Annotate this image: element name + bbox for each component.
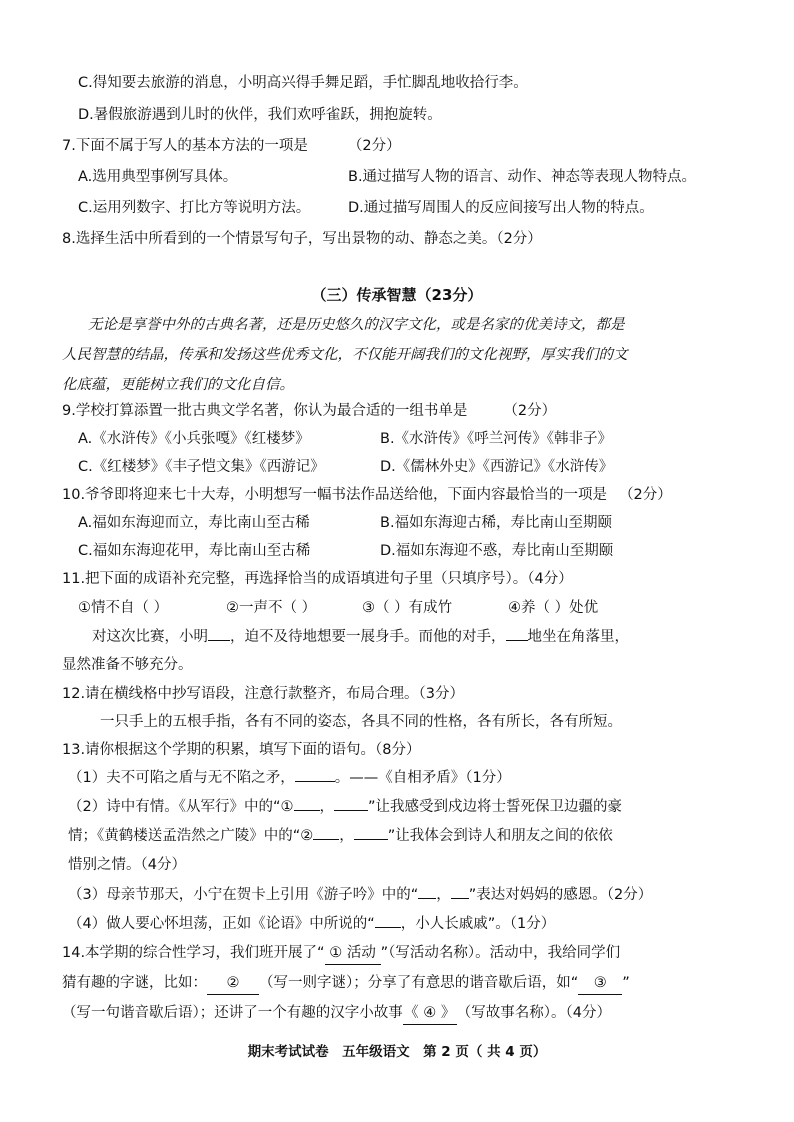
q9-stem (62, 400, 556, 422)
q13-2-text-a: （2）诗中有情。《从军行》中的“① (68, 799, 294, 815)
q6-option-d: D.暑假旅游遇到儿时的伙伴，我们欢呼雀跃，拥抱旋转。 (78, 107, 442, 123)
q7-option-d: D.通过描写周围人的反应间接写出人物的特点。 (348, 200, 654, 216)
q9-option-a: A.《水浒传》《小兵张嘎》《红楼梦》 (78, 431, 310, 447)
q13-2-blank-1[interactable] (294, 796, 320, 811)
q13-2-comma: ， (319, 799, 334, 815)
q13-2-text-f: ”让我体会到诗人和朋友之间的依依 (387, 828, 613, 844)
q9-score: （2分） (503, 403, 557, 419)
q11-idiom-1: ①情不自（ ） (78, 600, 169, 616)
q11-blank-2[interactable] (506, 626, 528, 641)
q11-idiom-2: ②一声不（ ） (226, 600, 317, 616)
q6-option-c: C.得知要去旅游的消息，小明高兴得手舞足蹈，手忙脚乱地收拾行李。 (78, 75, 528, 91)
q10-score: （2分） (619, 487, 672, 503)
q13-2-text-c: ”让我感受到戍边将士誓死保卫边疆的豪 (368, 799, 623, 815)
q11-s1-part-a: 对这次比赛，小明 (92, 629, 208, 645)
q13-item-2 (68, 796, 622, 818)
q14-line-3 (62, 1002, 611, 1025)
q13-2-blank-2[interactable] (334, 796, 368, 811)
q7-text: 7.下面不属于写人的基本方法的一项是 (62, 138, 308, 154)
q13-2-blank-4[interactable] (354, 825, 388, 840)
page-footer: 期末考试试卷 五年级语文 第 2 页（ 共 4 页） (247, 1044, 547, 1060)
q14-line-1 (62, 942, 620, 965)
q13-1-source: 。——《自相矛盾》（1分） (334, 770, 511, 786)
q14-blank-2[interactable]: ② (207, 972, 259, 995)
intro-line-2: 人民智慧的结晶，传承和发扬这些优秀文化，不仅能开阔我们的文化视野，厚实我们的文 (62, 347, 628, 363)
q13-item-1 (68, 767, 511, 789)
q7-score: （2分） (347, 138, 401, 154)
q11-sentence-2: 显然准备不够充分。 (62, 657, 193, 673)
intro-line-1: 无论是享誉中外的古典名著，还是历史悠久的汉字文化，或是名家的优美诗文，都是 (88, 317, 625, 333)
q13-1-text: （1）夫不可陷之盾与无不陷之矛， (68, 770, 295, 786)
q13-item-4 (68, 913, 555, 935)
q13-3-tail: ”表达对妈妈的感恩。（2分） (468, 887, 653, 903)
q10-stem (62, 484, 672, 506)
intro-line-3: 化底蕴，更能树立我们的文化自信。 (62, 377, 294, 393)
q13-item-2-end: 惜别之情。（4分） (68, 857, 186, 873)
q13-item-2-cont (68, 825, 613, 847)
q11-idiom-3: ③（ ）有成竹 (362, 600, 453, 616)
q13-3-blank-2[interactable] (451, 884, 469, 899)
q8-stem: 8.选择生活中所看到的一个情景写句子，写出景物的动、静态之美。（2分） (62, 231, 542, 247)
q10-text: 10.爷爷即将迎来七十大寿，小明想写一幅书法作品送给他，下面内容最恰当的一项是 (62, 487, 608, 503)
q9-text: 9.学校打算添置一批古典文学名著，你认为最合适的一组书单是 (62, 403, 468, 419)
q14-text-a: 14.本学期的综合性学习，我们班开展了“ (62, 945, 325, 961)
q13-4-text: （4）做人要心怀坦荡，正如《论语》中所说的“ (68, 916, 375, 932)
q14-text-3a: （写一句谐音歇后语）；还讲了一个有趣的汉字小故事 (62, 1005, 403, 1021)
q10-option-d: D.福如东海迎不惑，寿比南山至期颐 (380, 543, 614, 559)
q7-option-c: C.运用列数字、打比方等说明方法。 (78, 200, 311, 216)
q7-stem (62, 135, 401, 157)
q7-option-a: A.选用典型事例写具体。 (78, 169, 238, 185)
section-title: （三）传承智慧（23分） (311, 286, 483, 304)
q14-line-2 (62, 972, 630, 995)
q9-option-b: B.《水浒传》《呼兰河传》《韩非子》 (380, 431, 613, 447)
q14-text-2a: 猜有趣的字谜，比如： (62, 975, 207, 991)
q12-stem: 12.请在横线格中抄写语段，注意行款整齐，布局合理。（3分） (62, 686, 465, 702)
q11-sentence-1 (92, 626, 629, 648)
q13-3-text: （3）母亲节那天，小宁在贺卡上引用《游子吟》中的“ (68, 887, 419, 903)
q13-item-3 (68, 884, 652, 906)
q13-2-blank-3[interactable] (313, 825, 339, 840)
q13-2-comma-2: ， (339, 828, 354, 844)
q11-s1-part-c: 地坐在角落里， (527, 629, 629, 645)
q11-idiom-4: ④养（ ）处优 (508, 600, 599, 616)
q14-quote-close: ” (622, 975, 630, 991)
q13-4-tail: ，小人长戚戚”。（1分） (400, 916, 556, 932)
q10-option-b: B.福如东海迎古稀，寿比南山至期颐 (380, 515, 613, 531)
q13-2-text-d: 情；《黄鹤楼送孟浩然之广陵》中的“② (68, 828, 314, 844)
q14-blank-4[interactable]: 《 ④ 》 (403, 1002, 457, 1025)
q14-blank-1[interactable]: ① 活动 (325, 942, 381, 965)
q11-stem: 11.把下面的成语补充完整，再选择恰当的成语填进句子里（只填序号）。（4分） (62, 571, 573, 587)
q13-3-comma: ， (436, 887, 451, 903)
q14-text-c: ”（写活动名称）。活动中，我给同学们 (380, 945, 621, 961)
q13-4-blank[interactable] (375, 913, 401, 928)
q10-option-c: C.福如东海迎花甲，寿比南山至古稀 (78, 543, 311, 559)
q14-text-3c: （写故事名称）。（4分） (456, 1005, 611, 1021)
q14-text-2c: （写一则字谜）；分享了有意思的谐音歇后语，如“ (259, 975, 579, 991)
q9-option-c: C.《红楼梦》《丰子恺文集》《西游记》 (78, 459, 325, 475)
q12-text: 一只手上的五根手指，各有不同的姿态，各具不同的性格，各有所长，各有所短。 (100, 714, 622, 730)
q10-option-a: A.福如东海迎而立，寿比南山至古稀 (78, 515, 310, 531)
q13-stem: 13.请你根据这个学期的积累，填写下面的语句。（8分） (62, 742, 421, 758)
q11-s1-part-b: ，迫不及待地想要一展身手。而他的对手， (230, 629, 506, 645)
q11-blank-1[interactable] (208, 626, 230, 641)
q9-option-d: D.《儒林外史》《西游记》《水浒传》 (380, 459, 614, 475)
q14-blank-3[interactable]: ③ (578, 972, 622, 995)
q7-option-b: B.通过描写人物的语言、动作、神态等表现人物特点。 (348, 169, 697, 185)
q13-1-blank[interactable] (295, 767, 335, 782)
q13-3-blank-1[interactable] (418, 884, 436, 899)
